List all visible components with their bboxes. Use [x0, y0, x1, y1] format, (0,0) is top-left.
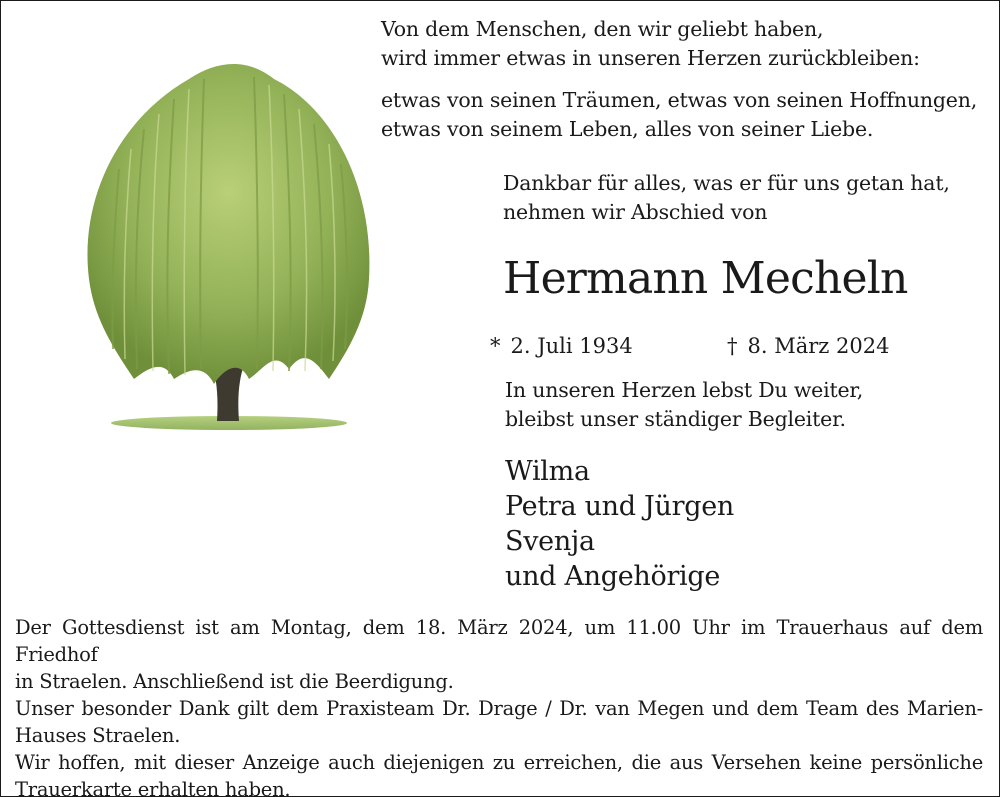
farewell-line: nehmen wir Abschied von — [503, 200, 768, 224]
death-date — [727, 331, 889, 361]
service-information — [15, 614, 983, 797]
memory-line: bleibst unser ständiger Begleiter. — [505, 407, 846, 431]
verse-line: etwas von seinen Träumen, etwas von seinen Hoffnungen, — [381, 88, 978, 112]
footer-line: Wir hoffen, mit dieser Anzeige auch diejenigen zu erreichen, die aus Versehen keine persönliche — [15, 751, 983, 774]
willow-tree-icon — [79, 49, 379, 435]
footer-line: Trauerkarte erhalten haben. — [15, 778, 291, 797]
mourner-name: Svenja — [505, 526, 595, 557]
mourner-name: Wilma — [505, 456, 590, 487]
footer-line: in Straelen. Anschließend ist die Beerdigung. — [15, 670, 454, 693]
verse-line: etwas von seinem Leben, alles von seiner Liebe. — [381, 117, 874, 141]
memory-verse — [505, 376, 863, 434]
footer-line: Unser besonder Dank gilt dem Praxisteam Dr. Drage / Dr. van Megen und dem Team des Marien- — [15, 697, 983, 720]
memorial-verse — [381, 15, 977, 144]
birth-symbol: * — [490, 334, 501, 358]
mourners-list — [505, 454, 734, 594]
footer-line: Der Gottesdienst ist am Montag, dem 18. März 2024, um 11.00 Uhr im Trauerhaus auf dem Friedhof — [15, 616, 983, 666]
verse-line: Von dem Menschen, den wir geliebt haben, — [381, 17, 824, 41]
mourner-name: Petra und Jürgen — [505, 491, 734, 522]
deceased-name: Hermann Mecheln — [503, 253, 908, 304]
footer-line: Hauses Straelen. — [15, 724, 181, 747]
farewell-line: Dankbar für alles, was er für uns getan hat, — [503, 171, 950, 195]
death-date-text: 8. März 2024 — [747, 334, 890, 358]
verse-line: wird immer etwas in unseren Herzen zurückbleiben: — [381, 46, 920, 70]
cross-symbol: † — [727, 334, 738, 358]
birth-date-text: 2. Juli 1934 — [510, 334, 633, 358]
mourner-name: und Angehörige — [505, 561, 721, 592]
birth-date — [490, 331, 633, 361]
memory-line: In unseren Herzen lebst Du weiter, — [505, 378, 864, 402]
farewell-intro — [503, 169, 950, 227]
